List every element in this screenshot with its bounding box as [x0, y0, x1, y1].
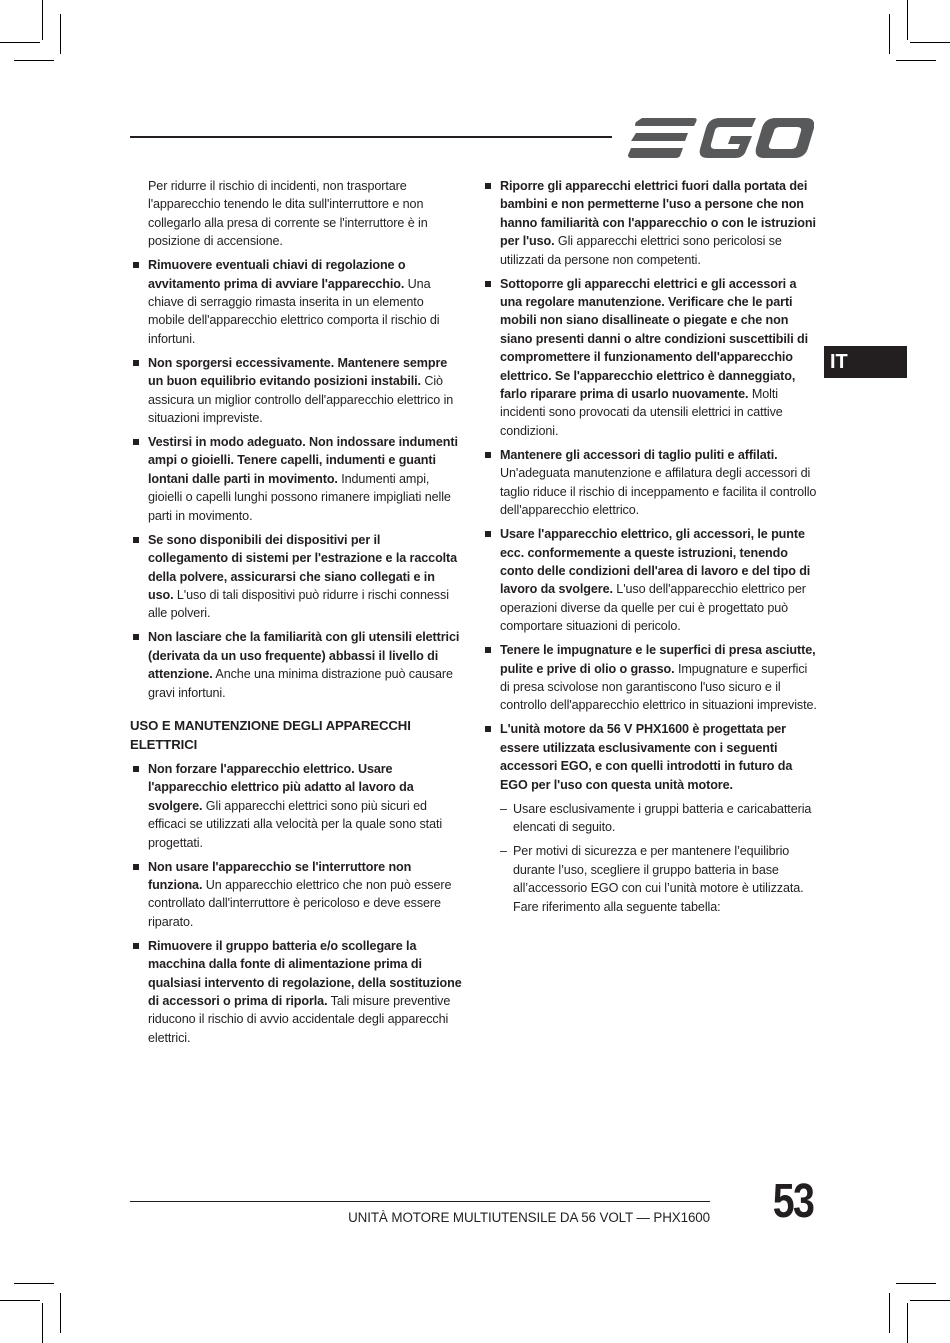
logo-o: [756, 118, 814, 158]
header-rule: [130, 136, 612, 138]
list-item: Mantenere gli accessori di taglio puliti e affilati. Un'adeguata manutenzione e affilatura degli accessori di taglio riduce il rischio di inceppamento e facilita il controllo dell'apparecchio elettrico.: [482, 446, 817, 520]
crop-mark: [889, 14, 890, 54]
crop-mark: [60, 14, 61, 54]
section-heading: USO E MANUTENZIONE DEGLI APPARECCHI ELETTRICI: [130, 717, 411, 752]
bullet-square-icon: [485, 452, 491, 458]
logo-e-bars: [628, 118, 697, 158]
list-item: Usare l'apparecchio elettrico, gli accessori, le punte ecc. conformemente a queste istruzioni, tenendo conto delle condizioni dell'area di lavoro e del tipo di lavoro da svolgere. L'uso dell'apparecchio elettrico per operazioni diverse da quelle per cui è progettato può comportare situazioni di pericolo.: [482, 525, 817, 635]
bullet-square-icon: [485, 647, 491, 653]
bullet-square-icon: [133, 439, 139, 445]
crop-mark: [60, 1293, 61, 1333]
sub-list-item: – Per motivi di sicurezza e per mantenere l’equilibrio durante l’uso, scegliere il gruppo batteria in base all’accessorio EGO con cui l’unità motore è utilizzata. Fare riferimento alla seguente tabella:: [500, 844, 804, 914]
list-item: Tenere le impugnature e le superfici di presa asciutte, pulite e prive di olio o grasso. Impugnature e superfici di presa scivolose non garantiscono l'uso sicuro e il controllo dell'apparecchio elettrico in situazioni impreviste.: [482, 641, 817, 715]
crop-mark: [889, 1293, 890, 1333]
right-column: [482, 177, 817, 922]
crop-mark: [907, 1303, 908, 1343]
bullet-square-icon: [485, 281, 491, 287]
ego-logo: [628, 116, 814, 160]
page-number: 53: [772, 1175, 814, 1228]
list-item: Riporre gli apparecchi elettrici fuori dalla portata dei bambini e non permetterne l'uso a persone che non hanno familiarità con l'apparecchio o con le istruzioni per l'uso. Gli apparecchi elettrici sono pericolosi se utilizzati da persone non competenti.: [482, 177, 817, 269]
bullet-square-icon: [133, 537, 139, 543]
list-item: Rimuovere eventuali chiavi di regolazione o avvitamento prima di avviare l'apparecchio. Una chiave di serraggio rimasta inserita in un elemento mobile dell'apparecchio elettrico comporta il rischio di infortuni.: [130, 256, 462, 348]
bullet-square-icon: [133, 864, 139, 870]
crop-mark: [896, 60, 936, 61]
bullet-square-icon: [133, 262, 139, 268]
bullet-square-icon: [485, 183, 491, 189]
language-tab: IT: [824, 346, 907, 378]
left-column: [130, 177, 462, 1053]
list-item: Non sporgersi eccessivamente. Mantenere sempre un buon equilibrio evitando posizioni instabili. Ciò assicura un miglior controllo dell'apparecchio elettrico in situazioni impreviste.: [130, 354, 462, 428]
crop-mark: [0, 42, 40, 43]
crop-mark: [42, 1303, 43, 1343]
bullet-square-icon: [133, 634, 139, 640]
crop-mark: [896, 1283, 936, 1284]
crop-mark: [910, 42, 950, 43]
list-item: Non forzare l'apparecchio elettrico. Usare l'apparecchio elettrico più adatto al lavoro da svolgere. Gli apparecchi elettrici sono più sicuri ed efficaci se utilizzati alla velocità per la quale sono stati progettati.: [130, 760, 462, 852]
list-item: Non lasciare che la familiarità con gli utensili elettrici (derivata da un uso frequente) abbassi il livello di attenzione. Anche una minima distrazione può causare gravi infortuni.: [130, 628, 462, 702]
bullet-square-icon: [485, 531, 491, 537]
dash-marker: –: [500, 844, 507, 859]
footer-title: UNITÀ MOTORE MULTIUTENSILE DA 56 VOLT — PHX1600: [348, 1210, 710, 1225]
logo-g: [700, 118, 756, 158]
list-item: L'unità motore da 56 V PHX1600 è progettata per essere utilizzata esclusivamente con i seguenti accessori EGO, e con quelli introdotti in futuro da EGO per l'uso con questa unità motore.: [482, 720, 817, 794]
bullet-square-icon: [133, 360, 139, 366]
crop-mark: [14, 60, 54, 61]
list-item: Vestirsi in modo adeguato. Non indossare indumenti ampi o gioielli. Tenere capelli, indumenti e guanti lontani dalle parti in movimento. Indumenti ampi, gioielli o capelli lunghi possono rimanere impigliati nelle parti in movimento.: [130, 433, 462, 525]
crop-mark: [14, 1283, 54, 1284]
sub-list-item: – Usare esclusivamente i gruppi batteria e caricabatteria elencati di seguito.: [500, 801, 812, 834]
bullet-square-icon: [133, 766, 139, 772]
crop-mark: [0, 1300, 40, 1301]
dash-marker: –: [500, 801, 507, 816]
footer-rule: [130, 1201, 710, 1202]
crop-mark: [910, 1300, 950, 1301]
list-item: Rimuovere il gruppo batteria e/o scollegare la macchina dalla fonte di alimentazione prima di qualsiasi intervento di regolazione, della sostituzione di accessori o prima di riporla. Tali misure preventive riducono il rischio di avvio accidentale degli apparecchi elettrici.: [130, 937, 462, 1047]
intro-paragraph: Per ridurre il rischio di incidenti, non trasportare l'apparecchio tenendo le dita sull'interruttore e non collegarlo alla presa di corrente se l'interruttore è in posizione di accensione.: [148, 179, 428, 249]
list-item: Sottoporre gli apparecchi elettrici e gli accessori a una regolare manutenzione. Verificare che le parti mobili non siano disallineate o piegate e che non siano presenti danni o altre condizioni suscettibili di compromettere il funzionamento dell'apparecchio elettrico. Se l'apparecchio elettrico è danneggiato, farlo riparare prima di usarlo nuovamente. Molti incidenti sono provocati da utensili elettrici in cattive condizioni.: [482, 275, 817, 441]
bullet-square-icon: [133, 943, 139, 949]
crop-mark: [42, 0, 43, 40]
crop-mark: [907, 0, 908, 40]
list-item: Non usare l'apparecchio se l'interruttore non funziona. Un apparecchio elettrico che non può essere controllato dall'interruttore è pericoloso e deve essere riparato.: [130, 858, 462, 932]
list-item: Se sono disponibili dei dispositivi per il collegamento di sistemi per l'estrazione e la raccolta della polvere, assicurarsi che siano collegati e in uso. L'uso di tali dispositivi può ridurre i rischi connessi alle polveri.: [130, 531, 462, 623]
bullet-square-icon: [485, 726, 491, 732]
